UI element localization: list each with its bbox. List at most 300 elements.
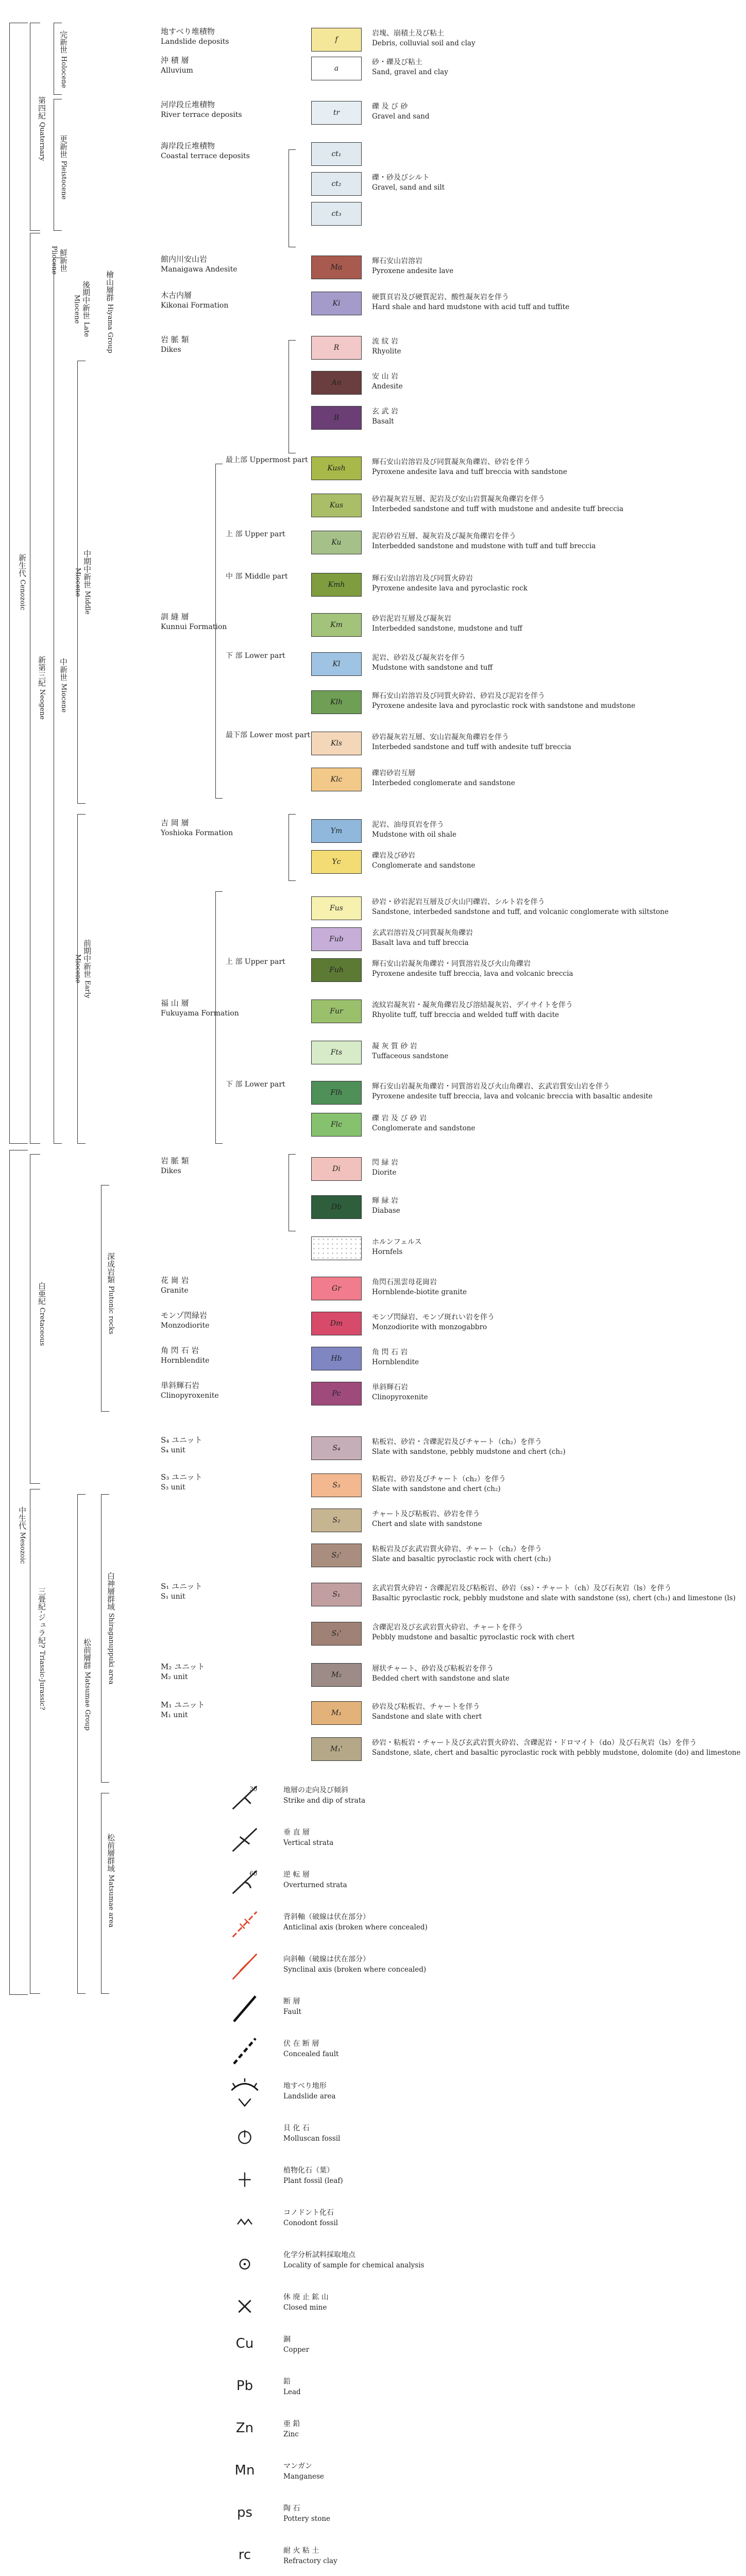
- group-label-plutonic: 深成岩類 Plutonic rocks: [106, 1252, 115, 1334]
- description-en: Basalt lava and tuff breccia: [372, 938, 469, 947]
- unit-description: [372, 1001, 573, 1020]
- unit-swatch: [311, 613, 362, 637]
- unit-swatch: [311, 256, 362, 279]
- unit-description: [372, 1238, 422, 1257]
- description-en: Slate and basaltic pyroclastic rock with chert (ch₂): [372, 1554, 551, 1563]
- symbol-description: [283, 1786, 365, 1805]
- symbol-row: [0, 2078, 746, 2114]
- unit-code: S₁: [332, 1590, 341, 1599]
- formation-name-en: Clinopyroxenite: [161, 1391, 219, 1400]
- formation-bracket-dikes: [289, 340, 296, 453]
- description-ja: 礫 及 び 砂: [372, 103, 408, 111]
- unit-code: Db: [331, 1203, 342, 1211]
- symbol-en: Molluscan fossil: [283, 2134, 341, 2143]
- unit-code: S₃: [332, 1481, 341, 1489]
- description-en: Tuffaceous sandstone: [372, 1052, 449, 1060]
- strike-dip-icon: [227, 1783, 263, 1814]
- formation-name-ja: 福 山 層: [161, 998, 189, 1008]
- description-ja: 角 閃 石 岩: [372, 1348, 408, 1357]
- symbol-en: Overturned strata: [283, 1880, 347, 1889]
- symbol-description: [283, 2250, 424, 2270]
- formation-name-ja: 角 閃 石 岩: [161, 1346, 199, 1355]
- unit-description: [372, 1082, 653, 1101]
- period-label-quaternary: 第四紀 Quaternary: [37, 96, 46, 161]
- concealed-fault-icon: [227, 2036, 263, 2067]
- symbol-en: Anticlinal axis (broken where concealed): [283, 1923, 428, 1931]
- member-name: 中 部 Middle part: [226, 572, 288, 581]
- unit-code: An: [331, 379, 342, 387]
- description-en: Pyroxene andesite lave: [372, 266, 454, 275]
- unit-code: M₁': [330, 1745, 343, 1753]
- symbol-en: Synclinal axis (broken where concealed): [283, 1965, 427, 1974]
- formation-name-en: Hornblendite: [161, 1356, 210, 1365]
- unit-swatch: [311, 1663, 362, 1687]
- syncline-icon: [227, 1952, 263, 1982]
- formation-name-en: S₄ unit: [161, 1446, 185, 1454]
- unit-swatch: [311, 142, 362, 166]
- description-ja: 粘板岩及び玄武岩質火砕岩、チャート（ch₂）を伴う: [372, 1545, 542, 1553]
- unit-swatch: [311, 1701, 362, 1725]
- formation-name-en: Manaigawa Andesite: [161, 265, 238, 274]
- unit-code: Di: [332, 1165, 341, 1173]
- description-ja: 角閃石黒雲母花崗岩: [372, 1278, 437, 1286]
- formation-name-en: Kikonai Formation: [161, 301, 229, 310]
- epoch-label-pleistocene: 更新世 Pleistocene: [59, 135, 68, 200]
- fault-icon: [227, 1994, 263, 2025]
- unit-description: [372, 1114, 475, 1133]
- formation-name: [161, 335, 189, 354]
- unit-description: [372, 337, 401, 356]
- formation-name-ja: 河岸段丘堆積物: [161, 100, 215, 109]
- formation-name: [161, 612, 227, 632]
- description-en: Monzodiorite with monzogabbro: [372, 1323, 487, 1331]
- unit-swatch: [311, 999, 362, 1023]
- symbol-description: [283, 1997, 301, 2016]
- conodont-fossil-icon: [227, 2205, 263, 2236]
- unit-code: M₁: [331, 1709, 342, 1717]
- period-label-cretaceous: 白亜紀 Cretaceous: [37, 1281, 46, 1346]
- group-label-hiyama: 檜山層群 Hiyama Group: [105, 270, 114, 353]
- unit-code: M₂: [331, 1671, 342, 1679]
- description-en: Sandstone and slate with chert: [372, 1712, 482, 1721]
- description-ja: 輝石安山岩溶岩及び同質火砕岩: [372, 574, 473, 583]
- symbol-row: [0, 1867, 746, 1903]
- description-en: Diabase: [372, 1206, 400, 1215]
- member-name: 最上部 Uppermost part: [226, 456, 308, 464]
- formation-bracket-dikes2: [289, 1154, 296, 1231]
- description-en: Interbeded sandstone and tuff with andesite tuff breccia: [372, 742, 571, 751]
- unit-code: Pc: [332, 1389, 341, 1398]
- area-label-shiraganuppuki: 白神層群域 Shiraganuppuki area: [106, 1571, 115, 1685]
- unit-code: Klh: [330, 698, 343, 706]
- formation-name-ja: 沖 積 層: [161, 56, 189, 65]
- commodity-en: Pottery stone: [283, 2514, 331, 2523]
- epoch-label-early-miocene: 前期中新世 Early Miocene: [74, 939, 92, 998]
- description-en: Gravel and sand: [372, 112, 430, 121]
- area-label-matsumae: 松前層群域 Matsumae area: [106, 1833, 115, 1928]
- description-en: Pyroxene andesite lava and pyroclastic rock: [372, 584, 528, 592]
- unit-code: S₁': [331, 1630, 342, 1638]
- unit-description: [372, 257, 453, 276]
- formation-name-en: S₃ unit: [161, 1483, 185, 1492]
- commodity-en: Copper: [283, 2345, 310, 2354]
- unit-swatch: [311, 1157, 362, 1181]
- description-ja: 砂岩凝灰岩互層、安山岩凝灰角礫岩を伴う: [372, 733, 509, 741]
- symbol-en: Closed mine: [283, 2303, 327, 2312]
- symbol-description: [283, 2039, 338, 2059]
- unit-code: Kls: [330, 739, 343, 748]
- description-ja: 礫岩砂岩互層: [372, 769, 415, 777]
- description-en: Slate with sandstone and chert (ch₂): [372, 1484, 501, 1493]
- description-ja: ホルンフェルス: [372, 1238, 422, 1246]
- formation-name-en: Dikes: [161, 345, 181, 354]
- commodity-row: [0, 2543, 746, 2576]
- formation-name: [161, 1276, 189, 1295]
- formation-bracket-yoshioka: [289, 814, 296, 881]
- description-ja: 輝石安山岩凝灰角礫岩・同質溶岩及び火山角礫岩、玄武岩質安山岩を伴う: [372, 1082, 610, 1091]
- unit-description: [372, 1584, 736, 1603]
- symbol-row: [0, 2163, 746, 2199]
- unit-swatch: [311, 1583, 362, 1606]
- era-label-mesozoic: 中生代 Mesozoic: [18, 1506, 27, 1564]
- formation-name-ja: S₁ ユニット: [161, 1582, 202, 1591]
- description-ja: 凝 灰 質 砂 岩: [372, 1042, 417, 1050]
- symbol-description: [283, 1828, 333, 1848]
- description-en: Pyroxene andesite tuff breccia, lava and volcanic breccia with basaltic andesite: [372, 1092, 653, 1100]
- symbol-ja: 向斜軸（破線は伏在部分）: [283, 1955, 370, 1963]
- symbol-row: [0, 1994, 746, 2030]
- unit-swatch: [311, 1347, 362, 1370]
- formation-name-ja: S₄ ユニット: [161, 1435, 202, 1445]
- unit-description: [372, 928, 473, 947]
- commodity-description: [283, 2462, 324, 2481]
- formation-name-en: M₁ unit: [161, 1710, 188, 1719]
- description-en: Hornblendite: [372, 1358, 419, 1366]
- unit-swatch: [311, 1277, 362, 1300]
- symbol-ja: コノドント化石: [283, 2209, 334, 2217]
- description-ja: 砂岩・砂岩泥岩互層及び火山円礫岩、シルト岩を伴う: [372, 898, 545, 906]
- member-name: 最下部 Lower most part: [226, 731, 311, 739]
- commodity-description: [283, 2504, 330, 2523]
- unit-swatch: [311, 57, 362, 80]
- unit-swatch: [311, 1737, 362, 1761]
- description-ja: 玄 武 岩: [372, 408, 398, 416]
- member-name: 上 部 Upper part: [226, 958, 285, 966]
- unit-swatch: [311, 202, 362, 226]
- description-en: Conglomerate and sandstone: [372, 861, 476, 870]
- unit-description: [372, 1664, 510, 1683]
- description-ja: 閃 緑 岩: [372, 1159, 398, 1167]
- formation-name: [161, 291, 228, 310]
- symbol-en: Locality of sample for chemical analysis: [283, 2261, 425, 2269]
- commodity-symbol: Cu: [235, 2336, 254, 2351]
- period-label-triassic: 三畳紀-ジュラ紀? Triassic-Jurassic?: [37, 1587, 46, 1710]
- unit-description: [372, 173, 445, 192]
- description-en: Hornblende-biotite granite: [372, 1287, 467, 1296]
- description-en: Mudstone with oil shale: [372, 830, 456, 839]
- vertical-strata-icon: [227, 1825, 263, 1856]
- unit-description: [372, 733, 571, 752]
- unit-code: Ma: [330, 263, 343, 272]
- symbol-ja: 植物化石（葉）: [283, 2166, 334, 2175]
- unit-swatch: [311, 172, 362, 196]
- epoch-label-miocene: 中新世 Miocene: [59, 657, 68, 713]
- commodity-description: [283, 2419, 300, 2439]
- unit-swatch: [311, 336, 362, 360]
- symbol-row: [0, 1783, 746, 1819]
- description-ja: 流紋岩凝灰岩・凝灰角礫岩及び溶結凝灰岩、デイサイトを伴う: [372, 1001, 573, 1009]
- commodity-row: [0, 2374, 746, 2410]
- description-en: Gravel, sand and silt: [372, 183, 445, 192]
- description-en: Sandstone, slate, chert and basaltic pyroclastic rock with pebbly mudstone, dolomite (do) and limestone: [372, 1748, 741, 1757]
- symbol-ja: 地すべり地形: [283, 2082, 327, 2090]
- description-en: Sandstone, interbeded sandstone and tuff, and volcanic conglomerate with siltstone: [372, 907, 669, 916]
- description-ja: 砂岩・粘板岩・チャート及び玄武岩質火砕岩、含礫泥岩・ドロマイト（do）及び石灰岩（ls）を伴う: [372, 1739, 697, 1747]
- unit-description: [372, 1475, 506, 1494]
- unit-swatch: [311, 927, 362, 951]
- unit-description: [372, 1042, 448, 1061]
- symbol-ja: 伏 在 断 層: [283, 2040, 319, 2048]
- description-ja: 粘板岩、砂岩・含礫泥岩及びチャート（ch₂）を伴う: [372, 1438, 542, 1446]
- commodity-en: Zinc: [283, 2430, 299, 2438]
- formation-name-ja: M₂ ユニット: [161, 1662, 205, 1671]
- unit-swatch: [311, 371, 362, 395]
- symbol-row: [0, 2205, 746, 2241]
- anticline-icon: [227, 1909, 263, 1940]
- symbol-en: Strike and dip of strata: [283, 1796, 366, 1805]
- unit-description: [372, 29, 476, 48]
- unit-swatch: [311, 958, 362, 982]
- formation-name-en: Monzodiorite: [161, 1321, 210, 1330]
- symbol-ja: 化学分析試料採取地点: [283, 2251, 355, 2259]
- commodity-ja: 鉛: [283, 2378, 291, 2386]
- description-ja: 輝 緑 岩: [372, 1197, 398, 1205]
- chemical-sample-icon: [227, 2247, 263, 2278]
- unit-swatch: [311, 652, 362, 676]
- period-label-neogene: 新第三紀 Neogene: [37, 656, 46, 720]
- description-ja: 安 山 岩: [372, 372, 398, 381]
- unit-code: Flc: [330, 1121, 343, 1129]
- unit-description: [372, 407, 398, 426]
- unit-description: [372, 769, 515, 788]
- commodity-symbol: ps: [236, 2505, 253, 2520]
- unit-description: [372, 1623, 574, 1642]
- unit-description: [372, 1348, 419, 1367]
- unit-description: [372, 532, 596, 551]
- unit-code: ct₂: [331, 180, 342, 188]
- plant-fossil-icon: [227, 2163, 263, 2194]
- description-ja: 含礫泥岩及び玄武岩質火砕岩、チャートを伴う: [372, 1623, 523, 1632]
- unit-swatch: [311, 1081, 362, 1105]
- formation-bracket-coastal: [289, 149, 296, 247]
- formation-name-ja: 岩 脈 類: [161, 335, 189, 344]
- description-ja: 流 紋 岩: [372, 337, 398, 346]
- unit-description: [372, 851, 475, 870]
- commodity-symbol: rc: [238, 2547, 251, 2563]
- unit-swatch: [311, 28, 362, 52]
- unit-description: [372, 1738, 740, 1757]
- formation-name: [161, 1156, 189, 1176]
- formation-name-ja: S₃ ユニット: [161, 1472, 202, 1482]
- unit-swatch: [311, 819, 362, 843]
- unit-description: [372, 1196, 400, 1215]
- symbol-ja: 休 廃 止 鉱 山: [283, 2293, 329, 2301]
- unit-description: [372, 691, 635, 710]
- symbol-row: [0, 1909, 746, 1945]
- commodity-ja: 亜 鉛: [283, 2420, 300, 2428]
- symbol-row: [0, 1825, 746, 1861]
- unit-description: [372, 293, 569, 312]
- commodity-ja: マンガン: [283, 2462, 312, 2470]
- symbol-ja: 背斜軸（破線は伏在部分）: [283, 1913, 370, 1921]
- unit-swatch: [311, 1195, 362, 1219]
- symbol-description: [283, 1870, 347, 1890]
- symbol-en: Landslide area: [283, 2092, 336, 2100]
- unit-description: [372, 897, 669, 917]
- unit-swatch: [311, 1436, 362, 1460]
- description-ja: 硬質頁岩及び硬質泥岩、酸性凝灰岩を伴う: [372, 293, 509, 301]
- description-ja: 砂岩凝灰岩互層、泥岩及び安山岩質凝灰角礫岩を伴う: [372, 495, 545, 503]
- unit-description: [372, 574, 528, 593]
- commodity-row: [0, 2332, 746, 2368]
- formation-name-en: Yoshioka Formation: [161, 828, 233, 837]
- symbol-row: [0, 1952, 746, 1988]
- description-en: Mudstone with sandstone and tuff: [372, 663, 493, 672]
- symbol-row: [0, 2247, 746, 2283]
- description-ja: 砂・礫及び粘土: [372, 58, 422, 66]
- unit-description: [372, 1510, 482, 1529]
- unit-swatch: [311, 1113, 362, 1137]
- unit-code: Flh: [330, 1089, 343, 1097]
- description-en: Rhyolite tuff, tuff breccia and welded tuff with dacite: [372, 1010, 560, 1019]
- symbol-en: Plant fossil (leaf): [283, 2176, 343, 2185]
- symbol-ja: 逆 転 層: [283, 1871, 310, 1879]
- description-ja: 泥岩砂岩互層、凝灰岩及び凝灰角礫岩を伴う: [372, 532, 516, 540]
- description-en: Hard shale and hard mudstone with acid tuff and tuffite: [372, 302, 570, 311]
- commodity-description: [283, 2546, 337, 2566]
- description-en: Sand, gravel and clay: [372, 67, 448, 76]
- formation-name: [161, 1472, 202, 1492]
- member-name: 下 部 Lower part: [226, 652, 285, 660]
- commodity-row: [0, 2416, 746, 2452]
- unit-code: Fuh: [329, 966, 344, 974]
- unit-description: [372, 58, 448, 77]
- description-en: Pyroxene andesite lava and pyroclastic rock with sandstone and mudstone: [372, 701, 636, 710]
- formation-name-en: Landslide deposits: [161, 37, 229, 46]
- unit-swatch: [311, 1041, 362, 1064]
- group-label-matsumae: 松前層群 Matsumae Group: [82, 1638, 92, 1731]
- commodity-ja: 銅: [283, 2335, 291, 2344]
- description-ja: 層状チャート、砂岩及び粘板岩を伴う: [372, 1665, 494, 1673]
- description-ja: チャート及び粘板岩、砂岩を伴う: [372, 1510, 480, 1518]
- unit-description: [372, 1313, 495, 1332]
- symbol-ja: 地層の走向及び傾斜: [283, 1786, 348, 1794]
- unit-swatch: [311, 896, 362, 920]
- formation-name: [161, 1700, 205, 1720]
- formation-name-ja: M₁ ユニット: [161, 1700, 205, 1709]
- unit-code: S₂: [332, 1516, 341, 1524]
- formation-name-ja: 地すべり堆積物: [161, 27, 215, 36]
- formation-name: [161, 1582, 202, 1601]
- symbol-en: Fault: [283, 2007, 301, 2016]
- unit-code: R: [333, 344, 340, 352]
- unit-description: [372, 495, 623, 514]
- commodity-row: [0, 2501, 746, 2537]
- unit-description: [372, 1702, 482, 1721]
- formation-name-en: River terrace deposits: [161, 110, 242, 119]
- description-ja: 輝石安山岩凝灰角礫岩・同質溶岩及び火山角礫岩: [372, 960, 531, 968]
- unit-swatch: [311, 1236, 362, 1260]
- description-en: Diorite: [372, 1168, 397, 1177]
- unit-swatch: [311, 1312, 362, 1335]
- unit-code: Ku: [331, 538, 342, 547]
- unit-swatch: [311, 732, 362, 755]
- description-en: Interbedded sandstone, mudstone and tuff: [372, 624, 522, 633]
- member-name: 上 部 Upper part: [226, 530, 285, 538]
- description-en: Interbedded sandstone and mudstone with tuff and tuff breccia: [372, 541, 596, 550]
- description-en: Rhyolite: [372, 347, 401, 355]
- unit-code: ct₃: [331, 210, 342, 218]
- formation-name: [161, 27, 229, 46]
- commodity-en: Manganese: [283, 2472, 324, 2481]
- formation-name-ja: 海岸段丘堆積物: [161, 141, 215, 150]
- formation-name: [161, 1435, 202, 1455]
- unit-description: [372, 653, 493, 672]
- formation-name-en: Granite: [161, 1286, 189, 1295]
- unit-code: Yc: [332, 858, 341, 866]
- formation-name: [161, 56, 193, 75]
- unit-swatch: [311, 573, 362, 597]
- formation-name-en: Kunnui Formation: [161, 622, 227, 631]
- unit-swatch: [311, 1473, 362, 1497]
- description-ja: 泥岩、油母頁岩を伴う: [372, 821, 444, 829]
- unit-code: Fub: [329, 935, 344, 943]
- unit-description: [372, 1278, 467, 1297]
- unit-code: Fur: [330, 1007, 343, 1015]
- symbol-description: [283, 1912, 428, 1932]
- description-en: Andesite: [372, 382, 403, 391]
- formation-name: [161, 1346, 209, 1365]
- unit-code: Hb: [331, 1354, 342, 1363]
- description-ja: 玄武岩質火砕岩・含礫泥岩及び粘板岩、砂岩（ss）・チャート（ch）及び石灰岩（ls）を伴う: [372, 1584, 672, 1592]
- symbol-en: Conodont fossil: [283, 2218, 338, 2227]
- formation-name: [161, 1662, 205, 1682]
- description-en: Pyroxene andesite lava and tuff breccia with sandstone: [372, 467, 567, 476]
- formation-name-en: Fukuyama Formation: [161, 1009, 239, 1018]
- unit-swatch: [311, 1509, 362, 1532]
- description-ja: 礫岩及び砂岩: [372, 852, 415, 860]
- description-ja: 粘板岩、砂岩及びチャート（ch₂）を伴う: [372, 1475, 506, 1483]
- unit-description: [372, 372, 403, 391]
- epoch-label-pliocene: 鮮新世 Pliocene: [50, 246, 68, 275]
- commodity-symbol: Pb: [236, 2378, 253, 2394]
- description-en: Hornfels: [372, 1247, 403, 1256]
- unit-code: Klc: [330, 775, 343, 784]
- unit-swatch: [311, 768, 362, 791]
- description-ja: 輝石安山岩溶岩及び同質凝灰角礫岩、砂岩を伴う: [372, 458, 531, 466]
- unit-code: S₂': [331, 1551, 342, 1560]
- unit-swatch: [311, 531, 362, 554]
- landslide-icon: [227, 2078, 263, 2109]
- unit-code: Ym: [330, 827, 343, 835]
- description-ja: 砂岩泥岩互層及び凝灰岩: [372, 615, 451, 623]
- unit-swatch: [311, 494, 362, 517]
- svg-text:30: 30: [249, 1785, 258, 1793]
- formation-name-en: Dikes: [161, 1166, 181, 1175]
- description-ja: 岩塊、崩積土及び粘土: [372, 29, 444, 38]
- formation-name: [161, 998, 239, 1018]
- commodity-row: [0, 2459, 746, 2495]
